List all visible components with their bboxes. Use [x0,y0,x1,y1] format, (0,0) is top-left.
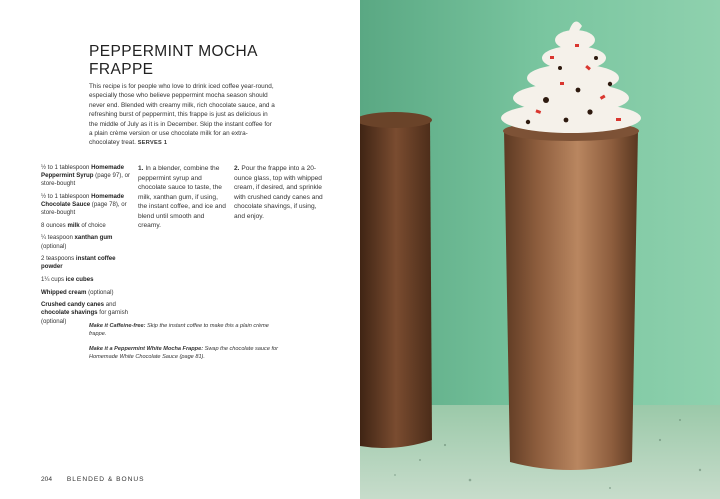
frappe-illustration [360,0,720,499]
background-glass [360,118,432,448]
ingredient-item: ½ to 1 tablespoon Homemade Chocolate Sauce (page 78), or store-bought [41,192,127,217]
title-line-1: PEPPERMINT MOCHA [89,43,258,60]
page-footer [41,476,145,483]
step-1 [138,164,228,231]
ingredient-item: Whipped cream (optional) [41,288,114,296]
step-1-text: In a blender, combine the peppermint syrup and chocolate sauce to taste, the milk, xanthan gum, if using, the instant coffee, and ice and blend until smooth and creamy. [138,165,226,229]
title-line-2: FRAPPE [89,61,154,78]
drink-photo [360,0,720,499]
recipe-title [89,43,329,79]
ingredient-item: Crushed candy canes and chocolate shavings for garnish (optional) [41,301,129,325]
page-number: 204 [41,476,53,483]
ingredient-item: ¼ teaspoon xanthan gum (optional) [41,234,113,250]
variation-caffeine-free: Make it Caffeine-free: Skip the instant coffee to make this a plain crème frappe. [89,323,269,338]
variation-white-mocha: Make it a Peppermint White Mocha Frappe: Swap the chocolate sauce for Homemade White Chocolate Sauce (page 81). [89,346,279,361]
ingredient-item: 2 teaspoons instant coffee powder [41,255,116,271]
step-2 [234,164,324,221]
ingredient-item: 8 ounces milk of choice [41,221,106,229]
ingredient-list [41,164,133,330]
recipe-intro [89,82,275,149]
ingredient-item: ½ to 1 tablespoon Homemade Peppermint Syrup (page 97), or store-bought [41,164,131,188]
step-2-text: Pour the frappe into a 20-ounce glass, top with whipped cream, if desired, and sprinkle with crushed candy canes and chocolate shavings, if using, and enjoy. [234,165,323,220]
serves-label: SERVES 1 [137,140,168,147]
front-glass [504,130,638,470]
intro-text: This recipe is for people who love to drink iced coffee year-round, especially those who believe peppermint mocha season should never end. Blended with creamy milk, rich chocolate sauce, and a refreshing burst of peppermint, this frappe is just as delicious in the middle of July as it is in December. Skip the instant coffee for a plain crème version or use chocolate milk for an extra-chocolatey treat. [89,83,275,147]
ingredient-item: 1¼ cups ice cubes [41,276,94,283]
section-name: BLENDED & BONUS [66,476,145,483]
step-2-number: 2. [234,165,240,172]
step-1-number: 1. [138,165,144,172]
